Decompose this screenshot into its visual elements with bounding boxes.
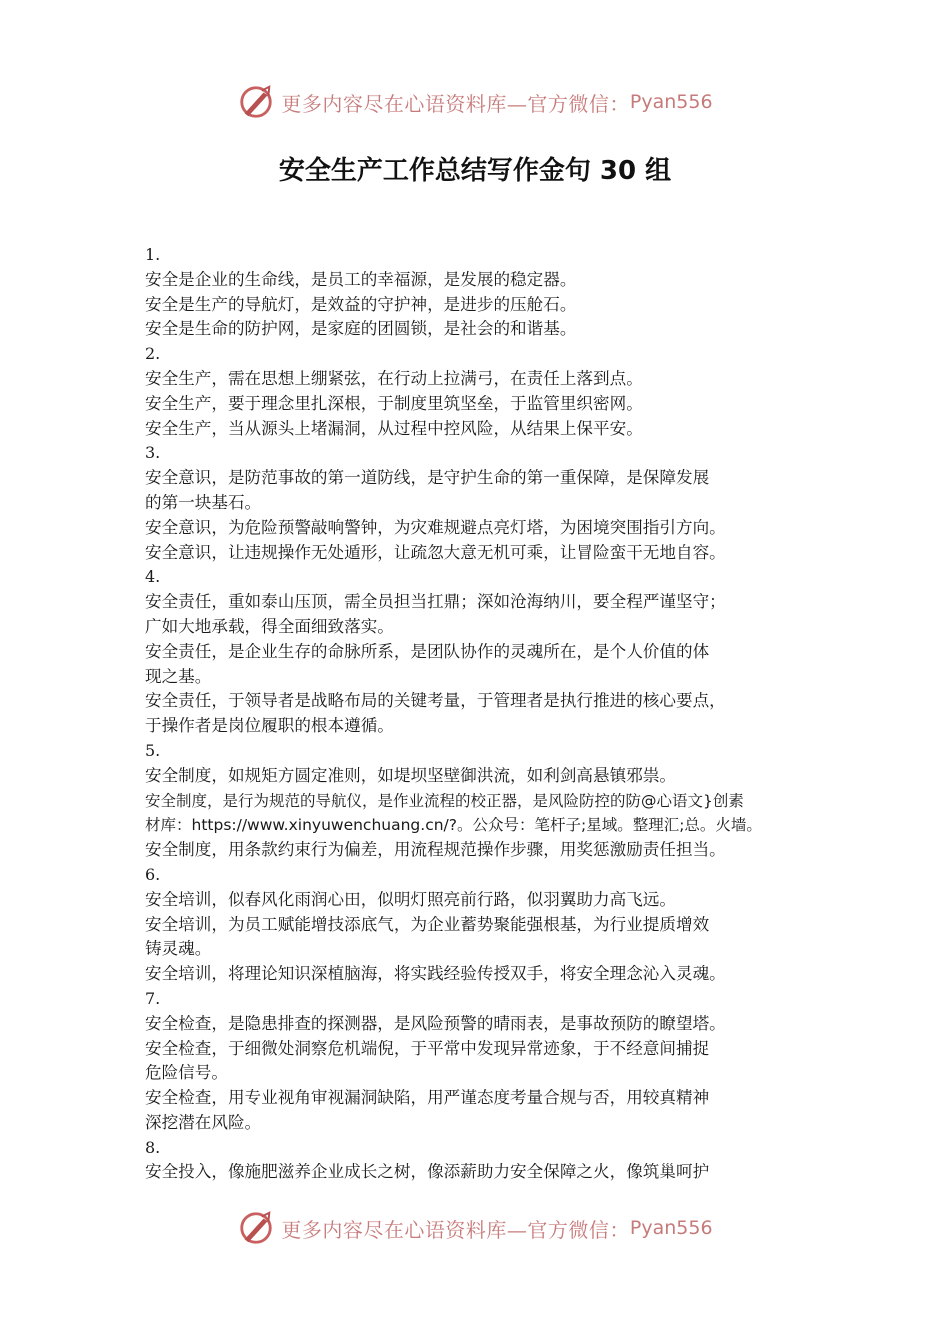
banner-wechat-id: Pyan556 [629,1217,713,1239]
text-line: 的第一块基石。 [145,492,262,512]
text-line: 安全培训，为员工赋能增技添底气，为企业蓄势聚能强根基，为行业提质增效 [145,914,710,934]
text-line: 安全责任，于领导者是战略布局的关键考量，于管理者是执行推进的核心要点， [145,691,726,711]
text-line: 安全检查，用专业视角审视漏洞缺陷，用严谨态度考量合规与否，用较真精神 [145,1088,710,1108]
text-line: 深挖潜在风险。 [145,1112,262,1132]
text-line: 安全意识，为危险预警敲响警钟，为灾难规避点亮灯塔，为困境突围指引方向。 [145,517,726,537]
text-line: 安全制度，如规矩方圆定准则，如堤坝坚壁御洪流，如利剑高悬镇邪祟。 [145,765,676,785]
section-number: 6. [145,864,161,884]
section-number: 7. [145,988,161,1008]
section-number: 1. [145,245,161,264]
banner-text: 更多内容尽在心语资料库—官方微信： [281,91,630,116]
pen-logo-icon [237,83,275,121]
text-line: 安全生产，当从源头上堵漏洞，从过程中控风险，从结果上保平安。 [145,418,643,438]
text-line: 安全意识，是防范事故的第一道防线，是守护生命的第一重保障，是保障发展 [145,468,710,488]
text-line: 现之基。 [145,666,212,686]
text-line: 安全责任，重如泰山压顶，需全员担当扛鼎；深如沧海纳川，要全程严谨坚守； [145,592,726,612]
text-line: 安全检查，是隐患排查的探测器，是风险预警的晴雨表，是事故预防的瞭望塔。 [145,1013,726,1033]
text-line: 安全是企业的生命线，是员工的幸福源，是发展的稳定器。 [145,269,577,289]
text-line: 安全意识，让违规操作无处遁形，让疏忽大意无机可乘，让冒险蛮干无地自容。 [145,542,726,562]
pen-logo-icon [237,1209,275,1247]
text-line: 于操作者是岗位履职的根本遵循。 [145,716,394,736]
text-line: 危险信号。 [145,1063,228,1083]
text-line: 安全制度，是行为规范的导航仪，是作业流程的校正器，是风险防控的防@心语文}创素 [145,791,744,810]
text-line: 安全培训，似春风化雨润心田，似明灯照亮前行路，似羽翼助力高飞远。 [145,889,676,909]
header-banner [0,80,950,124]
section-number: 3. [145,443,161,463]
document-body [145,243,825,1185]
text-line: 安全生产，需在思想上绷紧弦，在行动上拉满弓，在责任上落到点。 [145,368,643,388]
text-line: 安全责任，是企业生存的命脉所系，是团队协作的灵魂所在，是个人价值的体 [145,641,710,661]
text-line: 广如大地承载，得全面细致落实。 [145,616,394,636]
text-line: 材库：https://www.xinyuwenchuang.cn/?。公众号：笔杆子;星域。整理汇;总。火墙。 [145,816,762,835]
banner-wechat-id: Pyan556 [629,91,713,113]
section-number: 4. [145,567,161,587]
text-line: 铸灵魂。 [145,939,212,959]
banner-text: 更多内容尽在心语资料库—官方微信： [281,1217,630,1242]
text-line: 安全是生命的防护网，是家庭的团圆锁，是社会的和谐基。 [145,319,577,339]
section-number: 2. [145,344,161,364]
text-line: 安全投入，像施肥滋养企业成长之树，像添薪助力安全保障之火，像筑巢呵护 [145,1162,710,1182]
footer-banner [0,1206,950,1250]
text-line: 安全培训，将理论知识深植脑海，将实践经验传授双手，将安全理念沁入灵魂。 [145,964,726,984]
section-number: 8. [145,1137,161,1157]
text-line: 安全检查，于细微处洞察危机端倪，于平常中发现异常迹象，于不经意间捕捉 [145,1038,710,1058]
text-line: 安全制度，用条款约束行为偏差，用流程规范操作步骤，用奖惩激励责任担当。 [145,840,726,860]
text-line: 安全生产，要于理念里扎深根，于制度里筑坚垒，于监管里织密网。 [145,393,643,413]
section-number: 5. [145,740,161,760]
text-line: 安全是生产的导航灯，是效益的守护神，是进步的压舱石。 [145,294,577,314]
page-title: 安全生产工作总结写作金句 30 组 [278,156,672,186]
